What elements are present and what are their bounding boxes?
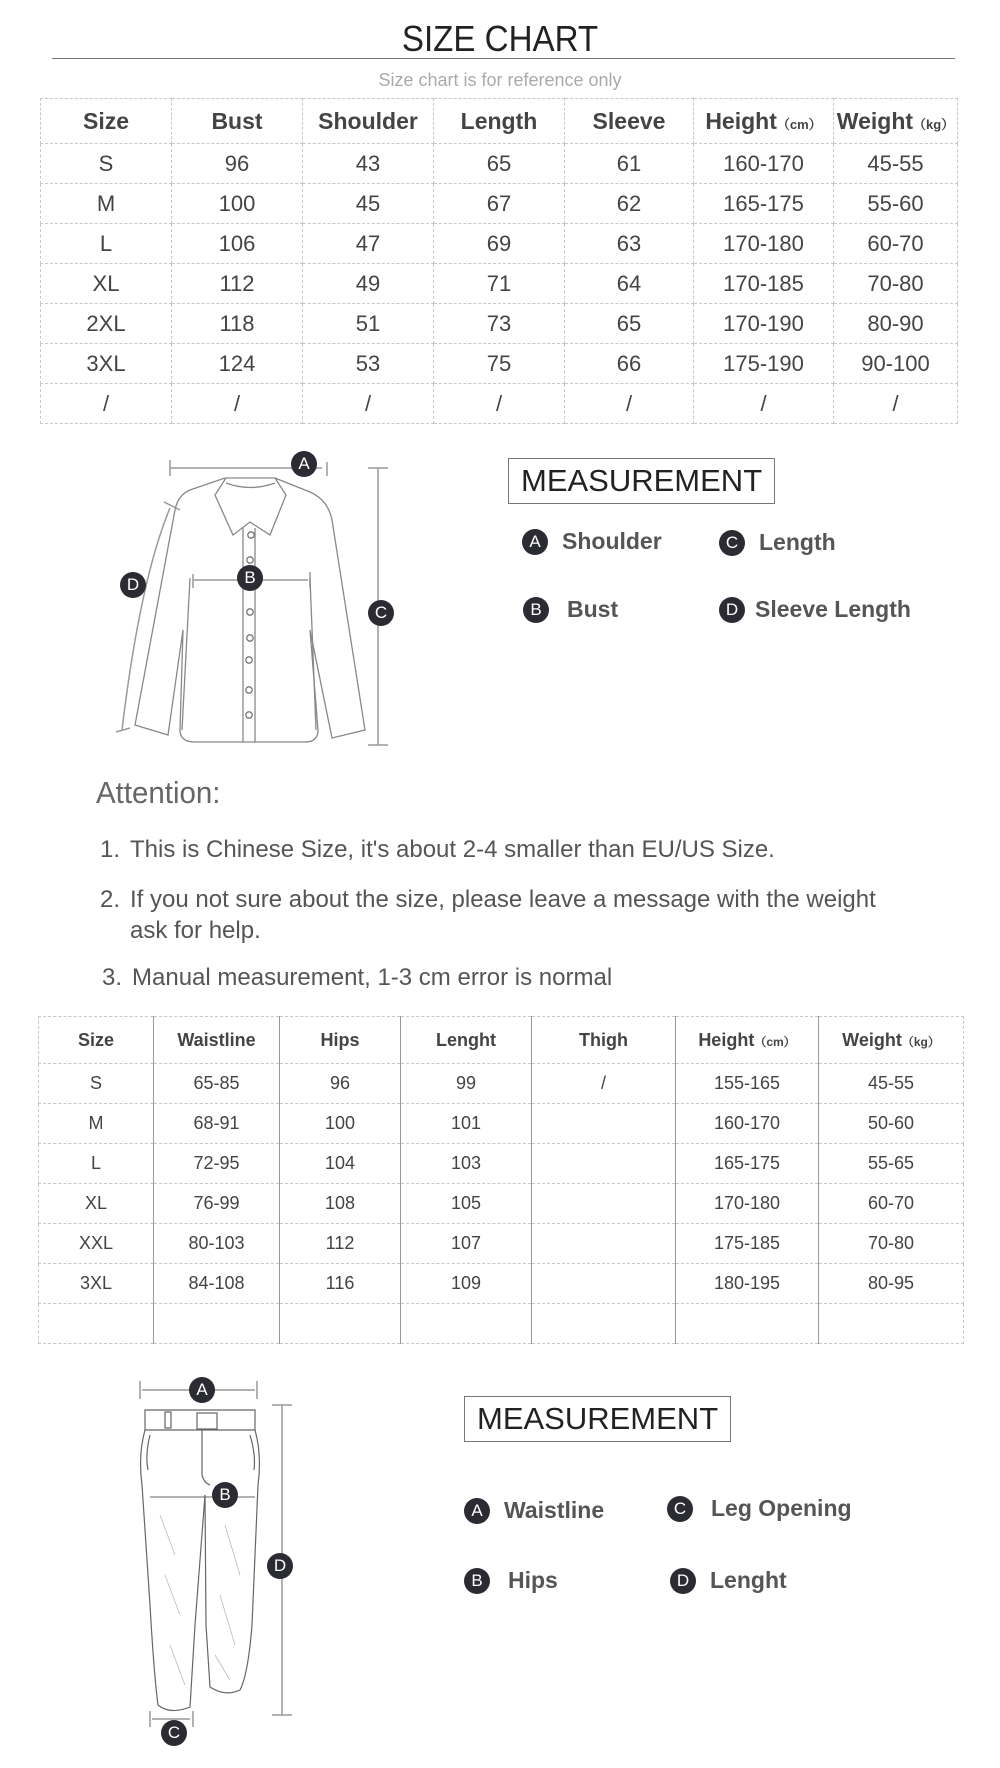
table-cell: 160-170 [676, 1104, 819, 1144]
legend-label: Hips [508, 1567, 558, 1593]
badge-d-icon: D [719, 597, 745, 623]
badge-d-icon: D [120, 572, 146, 598]
table-cell: 160-170 [694, 144, 834, 184]
badge-c-icon: C [368, 600, 394, 626]
table-cell: 72-95 [154, 1144, 280, 1184]
legend-label: Bust [567, 596, 619, 622]
column-header-hips: Hips [280, 1017, 401, 1064]
table-cell: 66 [565, 344, 694, 384]
table-cell [819, 1304, 964, 1344]
column-header-length: Length [434, 99, 565, 144]
table-cell: 64 [565, 264, 694, 304]
badge-c-icon: C [161, 1720, 187, 1746]
table-cell: / [172, 384, 303, 424]
table-cell: 165-175 [694, 184, 834, 224]
table-cell: 109 [401, 1264, 532, 1304]
pants-size-table [38, 1016, 964, 1344]
shirt-measurement-title: MEASUREMENT [508, 458, 775, 504]
table-cell: 51 [303, 304, 434, 344]
badge-b-icon: B [212, 1482, 238, 1508]
table-cell: 165-175 [676, 1144, 819, 1184]
table-cell: 175-185 [676, 1224, 819, 1264]
table-cell: / [532, 1064, 676, 1104]
table-row [41, 344, 958, 384]
legend-item-shoulder [522, 528, 662, 555]
column-header-height: Height（cm） [694, 99, 834, 144]
legend-label: Shoulder [562, 528, 662, 554]
table-cell: 45-55 [819, 1064, 964, 1104]
table-cell: 112 [280, 1224, 401, 1264]
table-cell: XXL [39, 1224, 154, 1264]
legend-label: Length [759, 529, 836, 555]
table-cell: 170-190 [694, 304, 834, 344]
table-cell: 3XL [41, 344, 172, 384]
table-cell: 55-60 [834, 184, 958, 224]
table-cell: / [834, 384, 958, 424]
page-title: SIZE CHART [401, 18, 599, 59]
table-cell: 80-103 [154, 1224, 280, 1264]
table-cell: 3XL [39, 1264, 154, 1304]
badge-c-icon: C [667, 1496, 693, 1522]
column-header-waistline: Waistline [154, 1017, 280, 1064]
attention-item-1: 1. This is Chinese Size, it's about 2-4 smaller than EU/US Size. [100, 836, 775, 863]
pants-measurement-title: MEASUREMENT [464, 1396, 731, 1442]
table-cell: L [39, 1144, 154, 1184]
table-cell: 100 [172, 184, 303, 224]
table-cell: 100 [280, 1104, 401, 1144]
table-cell: 103 [401, 1144, 532, 1184]
table-cell: 70-80 [834, 264, 958, 304]
table-cell [154, 1304, 280, 1344]
table-cell: / [694, 384, 834, 424]
legend-item-lenght [670, 1567, 787, 1594]
legend-item-leg-opening [667, 1495, 852, 1522]
column-header-lenght: Lenght [401, 1017, 532, 1064]
table-cell [532, 1144, 676, 1184]
table-cell: M [41, 184, 172, 224]
table-cell [280, 1304, 401, 1344]
table-cell: 90-100 [834, 344, 958, 384]
table-cell: 65 [565, 304, 694, 344]
badge-a-icon: A [522, 529, 548, 555]
table-cell: 50-60 [819, 1104, 964, 1144]
title-divider [52, 58, 955, 59]
table-cell: 63 [565, 224, 694, 264]
legend-label: Lenght [710, 1567, 787, 1593]
table-cell: S [39, 1064, 154, 1104]
legend-label: Waistline [504, 1497, 605, 1523]
table-cell [532, 1304, 676, 1344]
table-cell: L [41, 224, 172, 264]
table-cell: 80-90 [834, 304, 958, 344]
table-row [39, 1304, 964, 1344]
table-cell: S [41, 144, 172, 184]
table-cell: 105 [401, 1184, 532, 1224]
table-cell: 55-65 [819, 1144, 964, 1184]
table-cell: 69 [434, 224, 565, 264]
table-cell: XL [39, 1184, 154, 1224]
table-cell: 45 [303, 184, 434, 224]
column-header-size: Size [39, 1017, 154, 1064]
column-header-sleeve: Sleeve [565, 99, 694, 144]
badge-b-icon: B [523, 597, 549, 623]
table-cell: 118 [172, 304, 303, 344]
table-cell: 170-180 [676, 1184, 819, 1224]
shirt-diagram [100, 440, 420, 750]
table-cell: 80-95 [819, 1264, 964, 1304]
badge-a-icon: A [464, 1498, 490, 1524]
table-cell: 76-99 [154, 1184, 280, 1224]
table-cell [532, 1224, 676, 1264]
table-cell: / [41, 384, 172, 424]
table-cell: 73 [434, 304, 565, 344]
table-row [41, 224, 958, 264]
legend-label: Leg Opening [711, 1495, 852, 1521]
table-cell: 155-165 [676, 1064, 819, 1104]
table-cell: 112 [172, 264, 303, 304]
table-row [39, 1104, 964, 1144]
attention-title: Attention: [96, 775, 221, 810]
table-row [41, 264, 958, 304]
table-row [39, 1144, 964, 1184]
column-header-bust: Bust [172, 99, 303, 144]
table-cell: 96 [280, 1064, 401, 1104]
column-header-size: Size [41, 99, 172, 144]
table-cell: 43 [303, 144, 434, 184]
badge-b-icon: B [237, 565, 263, 591]
legend-item-sleeve-length [719, 596, 911, 623]
table-header-row [41, 99, 958, 144]
table-cell: / [303, 384, 434, 424]
table-cell: 45-55 [834, 144, 958, 184]
table-cell: 116 [280, 1264, 401, 1304]
table-cell: 175-190 [694, 344, 834, 384]
table-row [39, 1264, 964, 1304]
table-cell: 61 [565, 144, 694, 184]
badge-b-icon: B [464, 1568, 490, 1594]
table-cell: 124 [172, 344, 303, 384]
table-row [39, 1184, 964, 1224]
table-cell: 60-70 [834, 224, 958, 264]
table-cell: / [565, 384, 694, 424]
badge-c-icon: C [719, 530, 745, 556]
table-cell: 2XL [41, 304, 172, 344]
legend-item-waistline [464, 1497, 604, 1524]
table-cell: 180-195 [676, 1264, 819, 1304]
column-header-thigh: Thigh [532, 1017, 676, 1064]
table-cell [532, 1184, 676, 1224]
badge-a-icon: A [189, 1377, 215, 1403]
table-cell: 170-185 [694, 264, 834, 304]
table-cell: 71 [434, 264, 565, 304]
column-header-shoulder: Shoulder [303, 99, 434, 144]
table-cell: 65-85 [154, 1064, 280, 1104]
badge-d-icon: D [267, 1553, 293, 1579]
table-cell: 170-180 [694, 224, 834, 264]
table-cell: M [39, 1104, 154, 1144]
badge-d-icon: D [670, 1568, 696, 1594]
table-cell: 107 [401, 1224, 532, 1264]
table-row [39, 1064, 964, 1104]
table-cell: 67 [434, 184, 565, 224]
shirt-size-table [40, 98, 958, 424]
column-header-weight: Weight（kg） [819, 1017, 964, 1064]
table-row [41, 304, 958, 344]
table-cell: 75 [434, 344, 565, 384]
table-cell: 70-80 [819, 1224, 964, 1264]
attention-item-3: 3. Manual measurement, 1-3 cm error is normal [102, 964, 613, 991]
table-cell: 65 [434, 144, 565, 184]
table-cell [39, 1304, 154, 1344]
table-cell: 108 [280, 1184, 401, 1224]
table-cell: 49 [303, 264, 434, 304]
table-cell: 99 [401, 1064, 532, 1104]
table-cell: 68-91 [154, 1104, 280, 1144]
legend-item-length [719, 529, 836, 556]
attention-item-2: 2. If you not sure about the size, please leave a message with the weight ask for help. [100, 886, 876, 944]
table-cell: 106 [172, 224, 303, 264]
table-row [41, 184, 958, 224]
table-cell: 101 [401, 1104, 532, 1144]
legend-item-hips [464, 1567, 558, 1594]
legend-item-bust [523, 596, 618, 623]
table-cell [532, 1104, 676, 1144]
table-cell: XL [41, 264, 172, 304]
table-cell: 104 [280, 1144, 401, 1184]
table-cell [676, 1304, 819, 1344]
table-row [39, 1224, 964, 1264]
table-cell: / [434, 384, 565, 424]
table-row [41, 144, 958, 184]
table-header-row [39, 1017, 964, 1064]
column-header-weight: Weight（kg） [834, 99, 958, 144]
table-cell: 60-70 [819, 1184, 964, 1224]
column-header-height: Height（cm） [676, 1017, 819, 1064]
table-cell [401, 1304, 532, 1344]
table-cell: 96 [172, 144, 303, 184]
legend-label: Sleeve Length [755, 596, 911, 622]
table-cell [532, 1264, 676, 1304]
page-subtitle: Size chart is for reference only [378, 70, 622, 90]
badge-a-icon: A [291, 451, 317, 477]
table-cell: 84-108 [154, 1264, 280, 1304]
table-cell: 47 [303, 224, 434, 264]
table-cell: 62 [565, 184, 694, 224]
table-cell: 53 [303, 344, 434, 384]
table-row [41, 384, 958, 424]
